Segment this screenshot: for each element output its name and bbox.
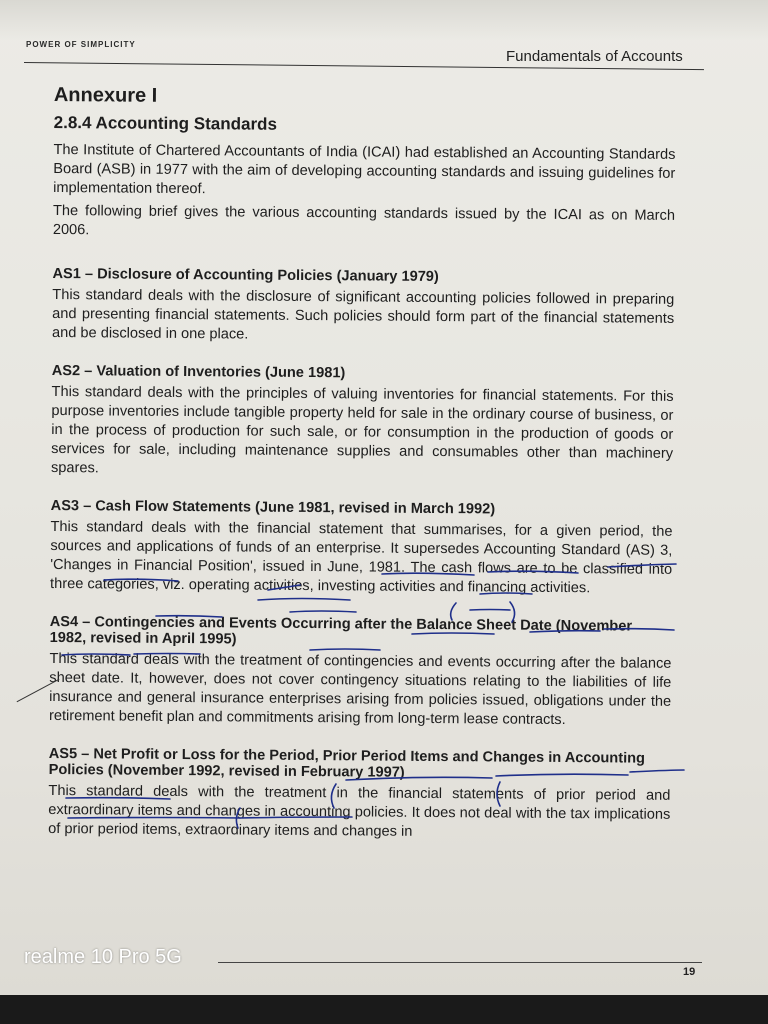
standard-body: This standard deals with the financial statement that summarises, for a given period, the sources and applications of funds of an enterprise. It supersedes Accounting Standard (AS) 3, 'Changes in Financial Position', issued in June, 1981. The cash flows are to be classified into three categories, viz. operating activities, investing activities and financing activities. (50, 518, 673, 597)
ink-underline (412, 633, 494, 634)
ink-underline (240, 817, 352, 818)
standard-heading: AS5 – Net Profit or Loss for the Period, Prior Period Items and Changes in Accounting Policies (November 1992, revised in February 1997) (48, 745, 646, 781)
page-number: 19 (683, 966, 696, 978)
ink-bracket (510, 602, 515, 622)
ink-underline (258, 599, 350, 601)
ink-underline (68, 818, 240, 819)
standard-heading: AS1 – Disclosure of Accounting Policies (January 1979) (52, 265, 439, 286)
ink-bracket (268, 585, 300, 590)
ink-underline (66, 798, 170, 799)
camera-watermark: realme 10 Pro 5G (24, 946, 182, 968)
ink-underline (382, 573, 474, 575)
footer-rule (218, 962, 702, 963)
ink-bracket (331, 784, 336, 808)
intro-paragraph: The following brief gives the various accounting standards issued by the ICAI as on March 2006. (52, 202, 676, 239)
brand-tagline: POWER OF SIMPLICITY (26, 40, 136, 49)
ink-underline (104, 579, 178, 581)
ink-underline (480, 593, 532, 594)
running-title: Fundamentals of Accounts (506, 48, 683, 65)
standard-body: This standard deals with the treatment of contingencies and events occurring after the balance sheet date. It, however, does not cover contingency situations relating to the liabilities of life insurance and general insurance enterprises arising from policies issued, obligations under the retirement benefit plan and commitments arising from long-term lease contracts. (48, 650, 672, 729)
ink-underline (470, 610, 510, 611)
ink-bracket (451, 603, 456, 620)
standard-heading: AS2 – Valuation of Inventories (June 1981) (51, 362, 346, 382)
ink-underline (134, 654, 200, 655)
annexure-title: Annexure I (53, 84, 158, 107)
section-heading: 2.8.4 Accounting Standards (53, 112, 278, 134)
standard-body: This standard deals with the disclosure of significant accounting policies followed in preparing and presenting financial statements. Such policies should form part of the financial statements and be disclosed in one place. (51, 286, 675, 343)
ink-bracket (497, 782, 500, 806)
standard-heading: AS4 – Contingencies and Events Occurring after the Balance Sheet Date (November 1982, revised in April 1995) (49, 613, 633, 648)
ink-underline (488, 571, 578, 573)
ink-underline (608, 564, 676, 567)
ink-underline (62, 654, 130, 655)
ink-underline (290, 611, 356, 612)
ink-underline (156, 616, 222, 617)
standard-heading: AS3 – Cash Flow Statements (June 1981, revised in March 1992) (50, 497, 496, 518)
ink-underline (310, 649, 380, 650)
ink-underline (496, 774, 628, 776)
intro-paragraph: The Institute of Chartered Accountants of India (ICAI) had established an Accounting Standards Board (ASB) in 1977 with the aim of developing accounting standards and issuing guidelines for implementation thereof. (53, 141, 676, 198)
ink-underline (346, 777, 492, 780)
ink-underline (604, 629, 674, 630)
ink-underline (530, 631, 600, 632)
standard-body: This standard deals with the principles of valuing inventories for financial statements. For this purpose inventories include tangible property held for sale in the ordinary course of business, or in the process of production for such sale, or for consumption in the production of goods or services for sale, including maintenance supplies and consumables other than machinery spares. (50, 383, 674, 477)
standard-body: This standard deals with the treatment in the financial statements of prior period and extraordinary items and changes in accounting policies. It does not deal with the tax implications of prior period items, extraordinary items and changes in (48, 782, 671, 840)
ink-underline (630, 770, 684, 772)
